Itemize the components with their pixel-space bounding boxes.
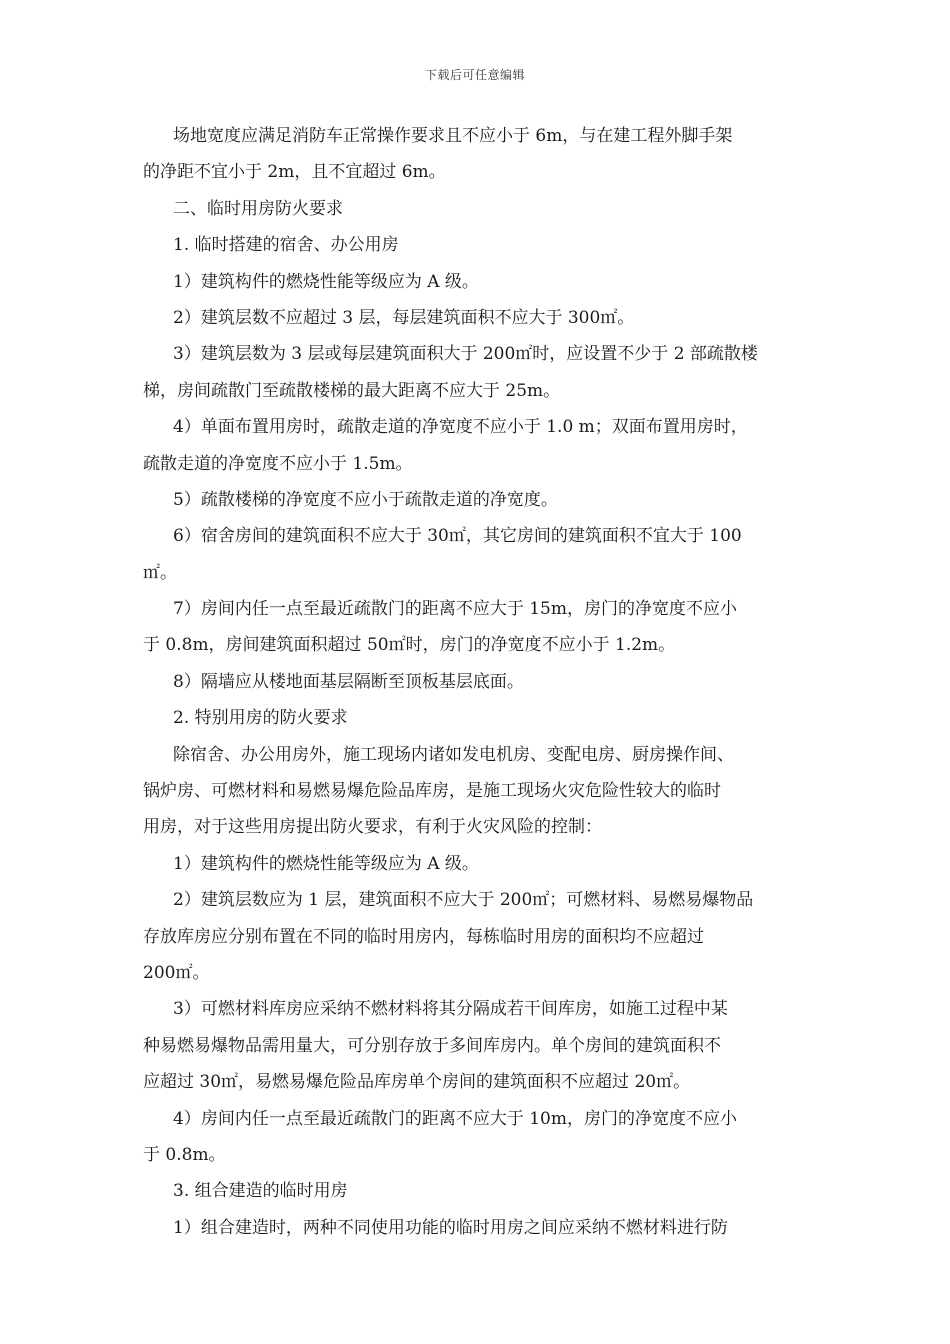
text-line: 二、临时用房防火要求 xyxy=(173,198,343,219)
page-header: 下载后可任意编辑 xyxy=(424,68,525,82)
text-line: 6）宿舍房间的建筑面积不应大于 30㎡，其它房间的建筑面积不宜大于 100 xyxy=(173,526,742,547)
text-line: 1）建筑构件的燃烧性能等级应为 A 级。 xyxy=(173,853,479,874)
text-line: 2）建筑层数不应超过 3 层，每层建筑面积不应大于 300㎡。 xyxy=(173,307,635,328)
text-line: 场地宽度应满足消防车正常操作要求且不应小于 6m，与在建工程外脚手架 xyxy=(173,126,733,146)
text-line: 3）建筑层数为 3 层或每层建筑面积大于 200㎡时，应设置不少于 2 部疏散楼 xyxy=(173,344,758,365)
text-line: 1）组合建造时，两种不同使用功能的临时用房之间应采纳不燃材料进行防 xyxy=(173,1217,728,1238)
text-line: 1. 临时搭建的宿舍、办公用房 xyxy=(173,235,399,256)
text-line: 8）隔墙应从楼地面基层隔断至顶板基层底面。 xyxy=(173,671,524,692)
text-line: 锅炉房、可燃材料和易燃易爆危险品库房，是施工现场火灾危险性较大的临时 xyxy=(143,781,721,802)
text-line: 3. 组合建造的临时用房 xyxy=(173,1181,348,1202)
text-line: 除宿舍、办公用房外，施工现场内诸如发电机房、变配电房、厨房操作间、 xyxy=(173,744,734,765)
text-line: 1）建筑构件的燃烧性能等级应为 A 级。 xyxy=(173,271,479,292)
text-line: 3）可燃材料库房应采纳不燃材料将其分隔成若干间库房，如施工过程中某 xyxy=(173,999,728,1020)
text-line: 2）建筑层数应为 1 层，建筑面积不应大于 200㎡；可燃材料、易燃易爆物品 xyxy=(173,890,754,911)
text-line: 200㎡。 xyxy=(143,962,210,983)
text-line: 于 0.8m。 xyxy=(143,1144,226,1165)
text-line: 应超过 30㎡，易燃易爆危险品库房单个房间的建筑面积不应超过 20㎡。 xyxy=(143,1072,691,1093)
text-line: 存放库房应分别布置在不同的临时用房内，每栋临时用房的面积均不应超过 xyxy=(143,926,704,947)
text-line: 4）单面布置用房时，疏散走道的净宽度不应小于 1.0 m；双面布置用房时， xyxy=(173,417,748,438)
text-line: 种易燃易爆物品需用量大，可分别存放于多间库房内。单个房间的建筑面积不 xyxy=(143,1035,721,1056)
text-line: 的净距不宜小于 2m，且不宜超过 6m。 xyxy=(143,162,446,183)
text-line: 2. 特别用房的防火要求 xyxy=(173,708,348,729)
document-body xyxy=(143,118,815,1246)
text-line: 5）疏散楼梯的净宽度不应小于疏散走道的净宽度。 xyxy=(173,489,558,510)
text-line: 疏散走道的净宽度不应小于 1.5m。 xyxy=(143,453,413,474)
text-line: 4）房间内任一点至最近疏散门的距离不应大于 10m，房门的净宽度不应小 xyxy=(173,1108,737,1129)
text-line: 于 0.8m，房间建筑面积超过 50㎡时，房门的净宽度不应小于 1.2m。 xyxy=(143,635,676,656)
text-line: 7）房间内任一点至最近疏散门的距离不应大于 15m，房门的净宽度不应小 xyxy=(173,599,737,620)
text-line: 梯，房间疏散门至疏散楼梯的最大距离不应大于 25m。 xyxy=(143,380,561,401)
text-line: ㎡。 xyxy=(143,562,177,583)
text-line: 用房，对于这些用房提出防火要求，有利于火灾风险的控制： xyxy=(143,817,602,838)
